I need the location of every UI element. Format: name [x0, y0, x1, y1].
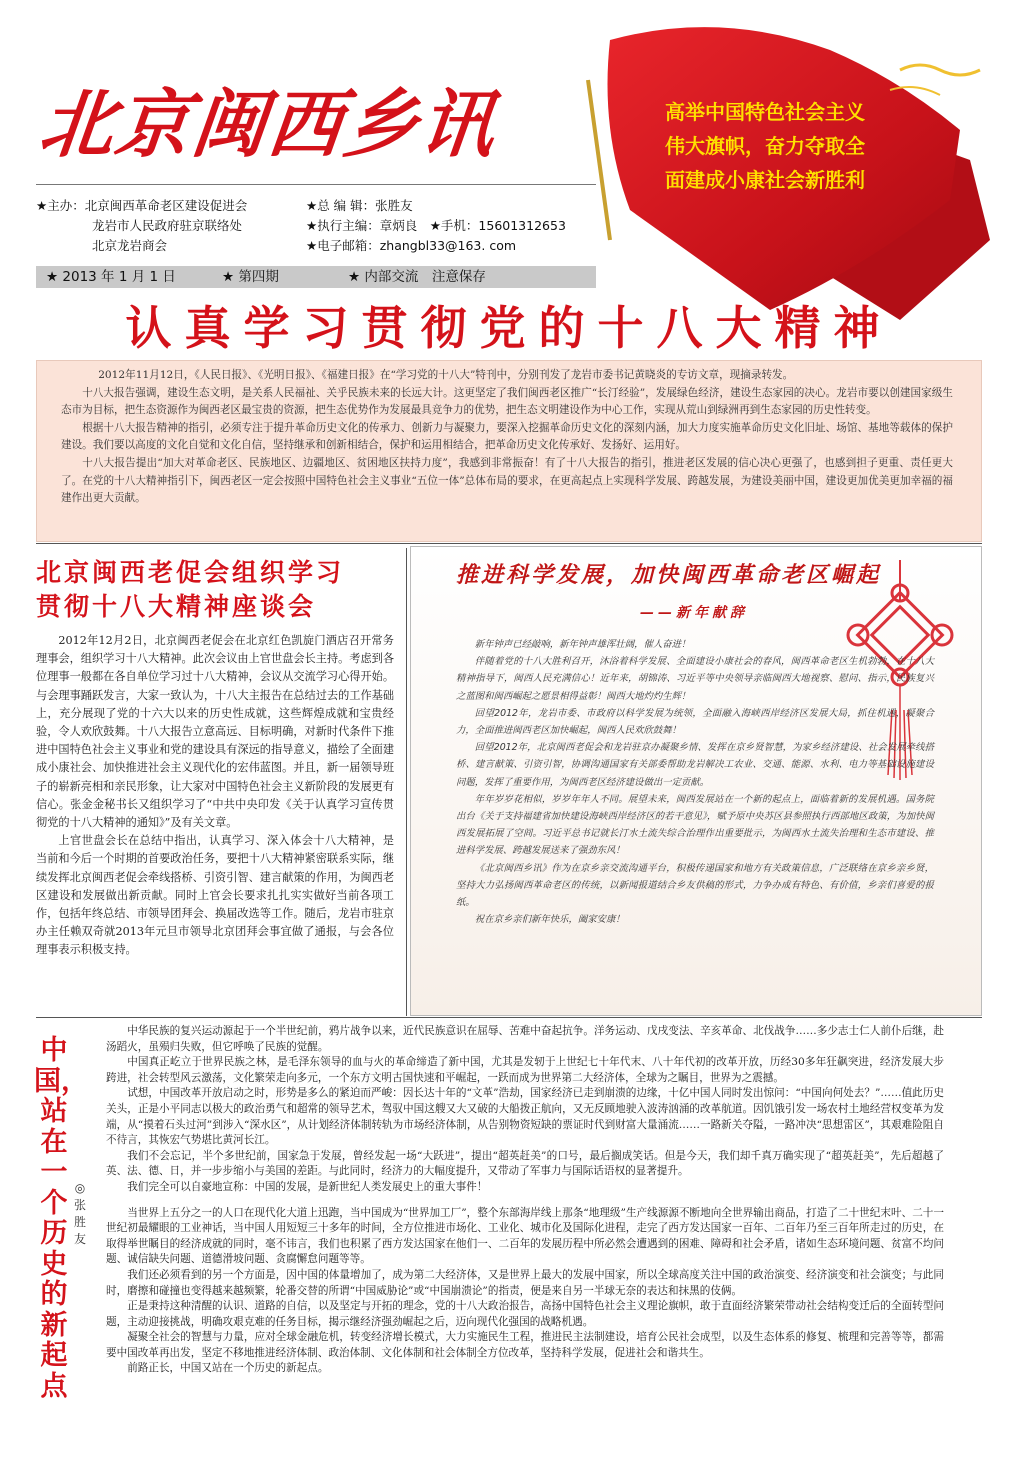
article3-paragraph: 试想，中国改革开放启动之时，形势是多么的紧迫而严峻：因长达十年的“文革”浩劫，国家经济已走到崩溃的边缘，十亿中国人同时发出惊问：“中国向何处去？”……值此历史关头，正是小平同志以极大的政治勇气和超常的领导艺术，驾驭中国这艘又大又破的大船拨正航向，又无反顾地驶入波涛汹涌的改革航道。因饥饿引发一场农村土地经营权变革为发端，从“摸着石头过河”到涉入“深水区”，从计划经济体制转轨为市场经济体制，从告别物资短缺的票证时代到财富大量涌流……一路新关夺隘，一路冲决“思想雷区”，其艰难险阻自不待言，其恢宏气势堪比黄河长江。 [106, 1087, 944, 1147]
sponsor-label: ★主办：北京闽西革命老区建设促进会 [36, 198, 248, 213]
divider [36, 184, 596, 185]
masthead-title: 北京闽西乡讯 [35, 82, 501, 168]
article1-title [36, 556, 396, 624]
editor-info [306, 196, 606, 256]
article2-paragraph: 回望2012年，龙岩市委、市政府以科学发展为统领，全面融入海峡西岸经济区发展大局，抓住机遇，凝聚合力，全面推进闽西老区加快崛起，闽西人民欢欣鼓舞！ [456, 707, 934, 737]
article3-paragraph: 我们完全可以自豪地宣称：中国的发展，是新世纪人类发展史上的重大事件！ [127, 1180, 488, 1193]
divider [36, 1017, 982, 1018]
article2-subtitle: ——新年献辞 [640, 605, 748, 621]
article2-paragraph: 《北京闽西乡讯》作为在京乡亲交流沟通平台，积极传递国家和地方有关政策信息，广泛联络在京乡亲乡贤，坚持大力弘扬闽西革命老区的传统，以新闻报道结合乡友供稿的形式，力争办成有特色、有价值，乡亲们喜爱的报纸。 [456, 862, 934, 909]
article3-paragraph: 前路正长，中国又站在一个历史的新起点。 [127, 1362, 329, 1375]
divider [36, 543, 982, 544]
article3-author: ◎张胜友 [73, 1181, 86, 1246]
lead-paragraph: 2012年11月12日，《人民日报》、《光明日报》、《福建日报》在“学习党的十八大”特刊中，分别刊发了龙岩市委书记黄晓炎的专访文章，现摘录转发。 [98, 369, 794, 381]
article2-paragraph: 新年钟声已经敲响，新年钟声雄浑壮阔，催人奋进！ [474, 639, 691, 650]
issue-note: ★ 内部交流 注意保存 [348, 269, 486, 285]
divider [406, 548, 407, 1016]
article3-title: 中国，站在一个历史的新起点 [34, 1035, 88, 1402]
lead-paragraph: 根据十八大报告精神的指引，必须专注于提升革命历史文化的传承力、创新力与凝聚力，要深入挖掘革命历史文化的深刻内涵，加大力度实施革命历史文化旧址、场馆、基地等载体的保护建设。我们要以高度的文化自觉和文化自信，坚持继承和创新相结合，保护和运用相结合，把革命历史文化传承好、发扬好、运用好。 [61, 421, 953, 452]
article2-paragraph: 伴随着党的十八大胜利召开，沐浴着科学发展、全面建设小康社会的春风，闽西革命老区生机勃勃，在十八大精神指导下，闽西人民充满信心！近年来，胡锦涛、习近平等中央领导亲临闽西大地视察、慰问、指示，民族复兴之蓝图和闽西崛起之愿景相得益彰！闽西大地灼灼生辉！ [456, 656, 934, 702]
sponsor-line: 北京龙岩商会 [92, 238, 168, 253]
lead-paragraph: 十八大报告提出“加大对革命老区、民族地区、边疆地区、贫困地区扶持力度”，我感到非常振奋！有了十八大报告的指引，推进老区发展的信心决心更强了，也感到担子更重、责任更大了。在党的十八大精神指引下，闽西老区一定会按照中国特色社会主义事业“五位一体”总体布局的要求，在更高起点上实现科学发展、跨越发展，为建设美丽中国，建设更加优美更加幸福的福建作出更大贡献。 [61, 456, 953, 505]
article1-title-line: 北京闽西老促会组织学习 [36, 558, 345, 587]
article3-paragraph: 中华民族的复兴运动源起于一个半世纪前，鸦片战争以来，近代民族意识在屈辱、苦难中奋起抗争。洋务运动、戊戌变法、辛亥革命、北伐战争……多少志士仁人前仆后继，赴汤蹈火，虽殒归失败，但它呼唤了民族的觉醒。 [106, 1025, 944, 1053]
article3-paragraph: 当世界上五分之一的人口在现代化大道上迅跑，当中国成为“世界加工厂”，整个东部海岸线上那条“地理级”生产线源源不断地向全世界输出商品，打造了二十世纪末叶、二十一世纪初最耀眼的工业神话，当中国人用短短三十多年的时间，全方位推进市场化、工业化、城市化及国际化进程，走完了西方发达国家一百年、二百年乃至三百年所走过的历史，在取得举世瞩目的经济成就的同时，毫不讳言，我们也积累了西方发达国家在他们一、二百年的发展历程中所必然会遭遇到的困难、障碍和社会矛盾，诸如生态环境问题、贫富不均问题、诚信缺失问题、道德滑坡问题、贪腐懈怠问题等等。 [106, 1206, 944, 1266]
article2-body [456, 636, 934, 1016]
main-headline: 认真学习贯彻党的十八大精神 [125, 301, 893, 355]
article1-body [36, 632, 394, 1012]
issue-number: ★ 第四期 [222, 269, 279, 285]
sponsor-line: 龙岩市人民政府驻京联络处 [92, 218, 243, 233]
issue-date: ★ 2013 年 1 月 1 日 [46, 269, 176, 285]
lead-article [36, 360, 982, 542]
article2-paragraph: 年年岁岁花相似，岁岁年年人不同。展望未来，闽西发展站在一个新的起点上，面临着新的发展机遇。国务院出台《关于支持福建省加快建设海峡西岸经济区的若干意见》，赋予原中央苏区县参照执行西部地区政策，为加快闽西发展拓展了空间。习近平总书记就长汀水土流失综合治理作出重要批示，为闽西水土流失治理和生态市建设、推进科学发展、跨越发展送来了强劲东风！ [456, 793, 934, 857]
article2-paragraph: 回望2012年，北京闽西老促会和龙岩驻京办凝聚乡情、发挥在京乡贤智慧，为家乡经济建设、社会发展牵线搭桥、建言献策、引资引智，协调沟通国家有关部委帮助龙岩解决工农业、交通、能源、水利、电力等基础设施建设问题，发挥了重要作用，为闽西老区经济建设做出一定贡献。 [456, 742, 934, 788]
article2-title: 推进科学发展，加快闽西革命老区崛起 [456, 563, 882, 588]
article3-paragraph: 正是秉持这种清醒的认识、道路的自信，以及坚定与开拓的理念，党的十八大政治报告，高扬中国特色社会主义理论旗帜，敢于直面经济繁荣带动社会结构变迁后的全面转型问题，主动迎接挑战，明确攻艰克难的任务目标，揭示继经济强劲崛起之后，迈向现代化强国的战略机遇。 [106, 1300, 944, 1328]
article1-title-line: 贯彻十八大精神座谈会 [36, 592, 317, 621]
chief-editor: ★总 编 辑：张胜友 [306, 198, 413, 213]
article2-paragraph: 祝在京乡亲们新年快乐，阖家安康！ [474, 914, 625, 926]
executive-editor: ★执行主编：章炳良 ★手机：15601312653 [306, 218, 566, 233]
banner-slogan [645, 95, 885, 197]
article1-paragraph: 2012年12月2日，北京闽西老促会在北京红色凯旋门酒店召开常务理事会，组织学习十八大精神。此次会议由上官世盘会长主持。考虑到各位理事一般都在各自单位学习过十八大精神，会议从交流学习心得开始。与会理事踊跃发言，大家一致认为，十八大主报告在总结过去的工作基础上，充分展现了党的十六大以来的历史性成就，这些辉煌成就和宝贵经验，令人欢欣鼓舞。十八大报告立意高远、目标明确，对新时代条件下推进中国特色社会主义事业和党的建设具有深远的指导意义，描绘了全面建成小康社会、加快推进社会主义现代化的宏伟蓝图。并且，新一届领导班子的崭新亮相和亲民形象，让大家对中国特色社会主义新阶段的发展更有信心。张金金秘书长又组织学习了“中共中央印发《关于认真学习宣传贯彻党的十八大精神的通知》”及有关文章。 [36, 634, 395, 830]
email: ★电子邮箱：zhangbl33@163. com [306, 238, 517, 253]
article1-paragraph: 上官世盘会长在总结中指出，认真学习、深入体会十八大精神，是当前和今后一个时期的首要政治任务，要把十八大精神紧密联系实际，继续发挥北京闽西老促会牵线搭桥、引资引智、建言献策的作用，为闽西老区建设和发展做出新贡献。同时上官会长要求扎扎实实做好当前各项工作，包括年终总结、市领导团拜会、换届改选等工作。随后，龙岩市驻京办主任赖双奇就2013年元旦市领导北京团拜会事宜做了通报，与会各位理事表示积极支持。 [36, 834, 395, 957]
banner-line: 面建成小康社会新胜利 [665, 168, 865, 192]
article3-paragraph: 我们还必须看到的另一个方面是，因中国的体量增加了，成为第二大经济体，又是世界上最大的发展中国家，所以全球高度关注中国的政治演变、经济演变和社会演变；与此同时，磨擦和碰撞也变得越来越频繁，轮番交替的所谓“中国威胁论”或“中国崩溃论”的指责，便是来自另一半球无奈的表达和抹黑的伎俩。 [106, 1268, 944, 1297]
lead-paragraph: 十八大报告强调，建设生态文明，是关系人民福祉、关乎民族未来的长远大计。这更坚定了我们闽西老区推广“长汀经验”，发展绿色经济，建设生态家园的决心。龙岩市要以创建国家级生态市为目标，把生态资源作为闽西老区最宝贵的资源，把生态优势作为发展最具竞争力的优势，把生态文明建设作为中心工作，实现从荒山到绿洲再到生态家园的历史性转变。 [61, 386, 953, 417]
article3-body [106, 1024, 944, 1424]
article3-paragraph: 凝聚全社会的智慧与力量，应对全球金融危机，转变经济增长模式，大力实施民生工程，推进民主法制建设，培育公民社会成型，以及生态体系的修复、梳理和完善等等，都需要中国改革再出发，坚定不移地推进经济体制、政治体制、文化体制和社会体制全方位改革，坚持科学发展，促进社会和谐共生。 [106, 1331, 944, 1359]
issue-bar [36, 266, 596, 288]
banner-line: 高举中国特色社会主义 [665, 100, 865, 124]
article3-paragraph: 中国真正屹立于世界民族之林，是毛泽东领导的血与火的革命缔造了新中国，尤其是发轫于上世纪七十年代末、八十年代初的改革开放，历经30多年狂飙突进，经济发展大步跨进，社会转型风云激荡，文化繁荣走向多元，一个东方文明古国快速和平崛起，一跃而成为世界第二大经济体，全球为之瞩目，世界为之震撼。 [106, 1056, 944, 1084]
sponsor-info [36, 196, 306, 256]
article3-paragraph: 我们不会忘记，半个多世纪前，国家急于发展，曾经发起一场“大跃进”，提出“超英赶美”的口号，最后搁成笑话。但是今天，我们却千真万确实现了“超英赶美”，先后超越了英、法、德、日，并一步步缩小与美国的差距。与此同时，经济力的大幅度提升，又带动了军事力与国际话语权的显著提升。 [106, 1149, 944, 1178]
banner-line: 伟大旗帜，奋力夺取全 [665, 134, 865, 158]
